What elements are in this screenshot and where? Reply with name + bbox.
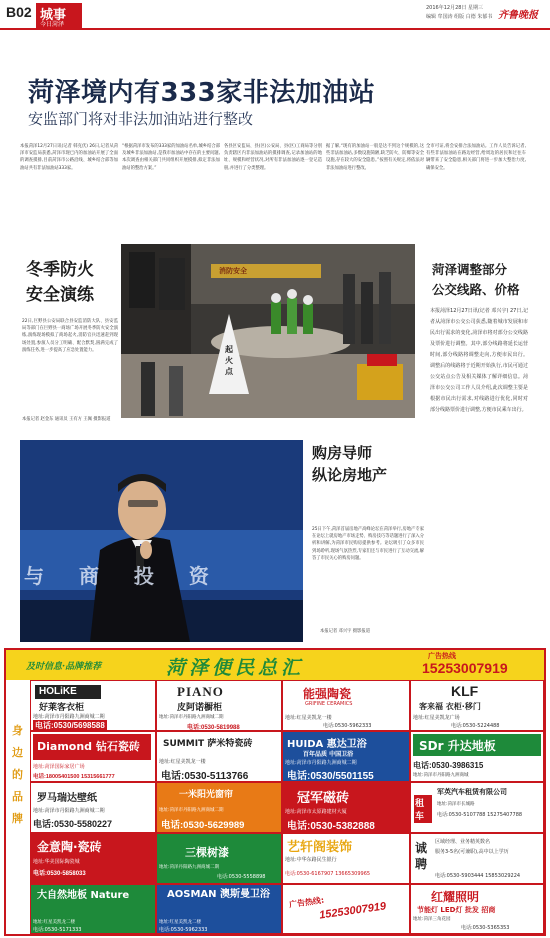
drill-credit: 本报记者 赵金东 通讯员 王有方 王佩 摄影报道 <box>22 417 111 422</box>
ad-hiring-info: 服务3-5名(可兼职),高中以上学历 <box>435 849 509 855</box>
ad-hotline-cell-number: 15253007919 <box>318 900 387 922</box>
ad-diamond-phone: 电话:18005401500 15315661777 <box>33 774 115 780</box>
ad-klf-sub: 客来福 衣柜·移门 <box>419 702 481 711</box>
ad-side-label <box>6 680 30 934</box>
photo-banner-text: 消防安全 <box>219 267 247 275</box>
date-line: 2016年12月28日 星期三 <box>426 5 484 11</box>
lead-col-2: “根据菏泽市发布的333家的加油站名单,城乡结合部及城乡非法加油站,是我市加油站中存在的主要问题,本次调查由相关部门共同组织开展摸排,拟定非法加油站的整治方案。” <box>122 144 220 171</box>
ad-nature[interactable] <box>30 884 156 934</box>
housing-photo-art <box>20 440 303 642</box>
ad-luoma-info: 地址:菏泽市丹阳路九洲商城二期 <box>33 808 105 814</box>
housing-title-1: 购房导师 <box>312 444 373 462</box>
ad-shengda-info: 地址:菏泽市丹阳路九洲商城 <box>413 773 469 778</box>
housing-body: 25日下午,菏泽首届房地产高峰论坛在菏泽举行,房地产专家在论坛上就房地产市场走势、购房技巧等话题进行了深入分析和讲解,为菏泽市民购房提供参考。论坛吸引了众多市民到场聆听,现场气氛热烈,专家们还与市民进行了互动交流,解答了市民关心的购房问题。 <box>312 527 424 561</box>
ad-hotline-label: 广告热线 <box>428 652 456 660</box>
housing-photo <box>20 440 303 642</box>
ad-jinyitao-info: 地址:华美国际陶瓷城 <box>33 859 80 865</box>
ad-shengda[interactable] <box>410 731 544 782</box>
ad-nengqiang[interactable] <box>282 680 410 731</box>
drill-photo-art <box>121 244 415 418</box>
ad-junying-sub: 租车 <box>414 795 432 823</box>
ad-piano-brand: PIANO <box>177 684 224 699</box>
ad-nature-info: 地址:红星美凯龙二楼 <box>33 920 76 925</box>
ad-junying-brand: 军英汽车租赁有限公司 <box>437 788 507 796</box>
ad-hotline-cell-label: 广告热线: <box>288 895 325 910</box>
ad-summit-info: 地址:红星美凯龙一楼 <box>159 759 206 765</box>
ad-piano-info: 地址:菏泽市丹阳路九洲商城二期 <box>159 715 224 720</box>
drill-photo <box>121 244 415 418</box>
screen-text: 与 商 投 资 <box>24 564 223 588</box>
drill-title-2: 安全演练 <box>26 285 94 305</box>
page-code: B02 <box>6 4 32 20</box>
ad-hongyao-brand: 红耀照明 <box>431 890 480 904</box>
ad-shengda-brand: SDr 升达地板 <box>419 739 496 753</box>
ad-guanjun-phone: 电话:0530-5382888 <box>287 821 375 832</box>
ad-huida-sub: 百年品质 中国卫浴 <box>303 751 354 758</box>
ad-huida-phone: 电话:0530/5501155 <box>287 771 374 782</box>
ad-guanjun-info: 地址:菏泽市太原路建材大厦 <box>285 809 347 815</box>
ad-piano-phone: 电话:0530-5819988 <box>187 725 240 731</box>
editor-line: 编辑 牟国涛 组版 白德 朱郁书 <box>426 14 493 20</box>
ad-diamond-info: 地址:菏泽国际家居广场 <box>33 764 85 770</box>
lead-headline: 菏泽境内有333家非法加油站 <box>28 78 376 108</box>
ad-section <box>4 648 546 936</box>
lead-subheadline: 安监部门将对非法加油站进行整改 <box>28 110 254 128</box>
ad-sankeshu-phone: 电话:0530-5558898 <box>217 874 266 880</box>
ad-holike-phone: 电话:0530/5698588 <box>35 721 105 730</box>
ad-nengqiang-brand: 能强陶瓷 <box>303 687 352 701</box>
ad-sankeshu-brand: 三棵树漆 <box>185 846 229 859</box>
housing-credit: 本报记者 邓兴宇 摄影报道 <box>320 629 370 634</box>
ad-banner-title: 菏泽便民总汇 <box>166 657 305 679</box>
ad-yimi-brand: 一米阳光窗帘 <box>179 790 234 800</box>
lead-col-3: 各县区安监局、县(区)公安局、县(区)工商局等分别负责辖区内非法加油站的摸排调查,记录加油站的地址、规模和经营状况,对所有非法加油站逐一登记造册,并进行了分类整理。 <box>224 144 322 171</box>
ad-hongyao-phone: 电话:0530-5365353 <box>461 925 510 931</box>
ad-diamond-brand: Diamond 钻石瓷砖 <box>37 740 140 753</box>
ad-holike-sub: 好莱客衣柜 <box>39 703 85 713</box>
ad-side-text: 身边的品牌 <box>12 724 23 825</box>
section-tag <box>36 3 82 28</box>
ad-yixuange-phone: 电话:0530-6167907 13665309965 <box>285 871 371 877</box>
ad-diamond[interactable] <box>30 731 156 782</box>
ad-jinyitao-brand: 金意陶·瓷砖 <box>37 840 102 854</box>
ad-klf[interactable] <box>410 680 544 731</box>
ad-junying[interactable] <box>410 782 544 833</box>
ad-hotline-number: 15253007919 <box>422 660 508 676</box>
page-header <box>0 0 550 30</box>
ad-yixuange-info: 地址:中华东路民生银行 <box>285 857 337 863</box>
fire-point-text: 起火点 <box>225 345 233 376</box>
ad-luoma[interactable] <box>30 782 156 833</box>
section-subtitle: 今日菏泽 <box>40 21 65 28</box>
ad-banner-slogan: 及时信息·品牌推荐 <box>26 662 102 672</box>
ad-klf-info: 地址:红星美凯龙广场 <box>413 715 460 721</box>
lead-col-4: 据了解,“现有的加油站一般是达不到这个规模的,这些非法加油站,多数设施简陋,缺乏防火、防爆等安全设施,存在较大的安全隐患。”按照有关规定,将依法对非法加油站进行整改。 <box>326 144 424 171</box>
housing-title-2: 纵论房地产 <box>312 466 388 484</box>
ad-guanjun[interactable] <box>282 782 410 833</box>
ad-jinyitao[interactable] <box>30 833 156 884</box>
ad-hongyao-info: 地址:菏泽三角花园 <box>413 917 451 922</box>
ad-summit-brand: SUMMIT 萨米特瓷砖 <box>163 739 253 749</box>
ad-huida-brand: HUIDA 惠达卫浴 <box>287 739 367 750</box>
ad-yimi-info: 地址:菏泽市丹阳路九洲商城二期 <box>159 808 224 813</box>
ad-sankeshu[interactable] <box>156 833 282 884</box>
ad-nature-brand: 大自然地板 Nature <box>37 890 130 901</box>
bus-body: 本报菏泽12月27日讯(记者 邓兴宇) 27日,记者从菏泽市公交公司获悉,随着城市发展和市民出行需求的变化,菏泽市将对部分公交线路及票价进行调整。其中,部分线路将延长运营时间,部分线路将调整走向,方便市民出行。调整后的线路将于近期开始执行,市民可通过公交站点公告及相关媒体了解详细信息。菏泽市公交公司工作人员介绍,此次调整主要是根据市民出行需求,对线路进行优化,同时对部分线路票价进行调整,方便市民乘车出行。 <box>430 308 528 413</box>
ad-banner <box>6 650 544 680</box>
bus-title-2: 公交线路、价格 <box>432 282 520 297</box>
ad-hiring-phone: 电话:0530-5903444 15853029224 <box>435 873 521 879</box>
ad-hiring-brand: 诚聘 <box>415 841 428 871</box>
ad-junying-phone: 电话:0530-5107788 15275407788 <box>437 812 523 818</box>
ad-holike-info: 地址:菏泽市丹阳路九洲商城二期 <box>33 714 105 720</box>
ad-hiring-sub: 区域经理、业务精英数名 <box>435 839 491 845</box>
header-rule <box>0 28 550 30</box>
ad-jinyitao-phone: 电话:0530-5858033 <box>33 871 86 877</box>
bus-title-1: 菏泽调整部分 <box>432 262 508 277</box>
ad-hongyao[interactable] <box>410 884 544 934</box>
ad-hotline-cell[interactable] <box>282 884 410 934</box>
ad-nengqiang-sub: GRIFINE CERAMICS <box>305 701 353 707</box>
ad-huida[interactable] <box>282 731 410 782</box>
ad-luoma-brand: 罗马瑞达壁纸 <box>37 793 97 804</box>
ad-klf-brand: KLF <box>451 683 479 699</box>
ad-piano-sub: 皮阿诺橱柜 <box>177 703 223 713</box>
ad-huida-info: 地址:菏泽市丹阳路九洲商城二期 <box>285 760 357 766</box>
drill-title-1: 冬季防火 <box>26 260 94 280</box>
ad-yimi-phone: 电话:0530-5629989 <box>161 820 245 831</box>
ad-junying-info: 地址:菏泽市长城路 <box>437 802 475 807</box>
ad-yixuange-brand: 艺轩阁装饰 <box>287 840 353 855</box>
ad-nengqiang-info: 地址:红星美凯龙一楼 <box>285 715 332 721</box>
ad-hiring[interactable] <box>410 833 544 884</box>
ad-aosman-brand: AOSMAN 澳斯曼卫浴 <box>167 889 270 900</box>
ad-holike-brand: HOLiKE <box>39 686 77 697</box>
paper-logo: 齐鲁晚报 <box>498 10 538 21</box>
lead-col-1: 本报菏泽12月27日讯(记者 韩克伏) 26日,记者从菏泽市安监局获悉,菏泽市现已内的加油站开展了全面的调查摸排,目前菏泽市公路沿线、城乡结合部等加油站共有非法加油站333家。 <box>20 144 118 171</box>
ad-nengqiang-phone: 电话:0530-5962333 <box>323 723 372 729</box>
ad-yimi[interactable] <box>156 782 282 833</box>
ad-nature-phone: 电话:0530-5171333 <box>33 927 82 933</box>
ad-hongyao-sub: 节能灯 LED灯 批发 招商 <box>417 906 496 914</box>
drill-body: 22日,巨野县公安局联合县安监消防大队、县安监局等部门在巨野县一商场广场开展冬季防火安全演练,演练现场模拟了商场起火,消防官兵迅速赶到现场处置,参演人员分工明确、配合默契,圆满完成了演练任务,进一步提高了应急处置能力。 <box>22 319 118 353</box>
ad-klf-phone: 电话:0530-5224488 <box>451 723 500 729</box>
ad-summit-phone: 电话:0530-5113766 <box>161 771 249 782</box>
fire-point-sign <box>222 344 236 377</box>
ad-guanjun-brand: 冠军磁砖 <box>297 791 350 806</box>
ad-shengda-phone: 电话:0530-3986315 <box>413 761 484 770</box>
ad-aosman-info: 地址:红星美凯龙二楼 <box>159 920 202 925</box>
ad-piano[interactable] <box>156 680 282 731</box>
ad-aosman-phone: 电话:0530-5962333 <box>159 927 208 933</box>
ad-holike[interactable] <box>30 680 156 731</box>
ad-grid <box>30 680 544 934</box>
ad-aosman[interactable] <box>156 884 282 934</box>
lead-col-5: 全市可证,将会安排合法加油站。工作人员告诉记者,有些非法加油站在路边经营,给周边的居民和过往车辆带来了安全隐患,相关部门将进一步加大整治力度,确保安全。 <box>426 144 526 171</box>
ad-summit[interactable] <box>156 731 282 782</box>
ad-yixuange[interactable] <box>282 833 410 884</box>
section-title: 城事 <box>40 8 67 23</box>
ad-sankeshu-info: 地址:菏泽丹阳路九洲商城二期 <box>159 865 220 870</box>
ad-luoma-phone: 电话:0530-5580227 <box>33 819 113 829</box>
